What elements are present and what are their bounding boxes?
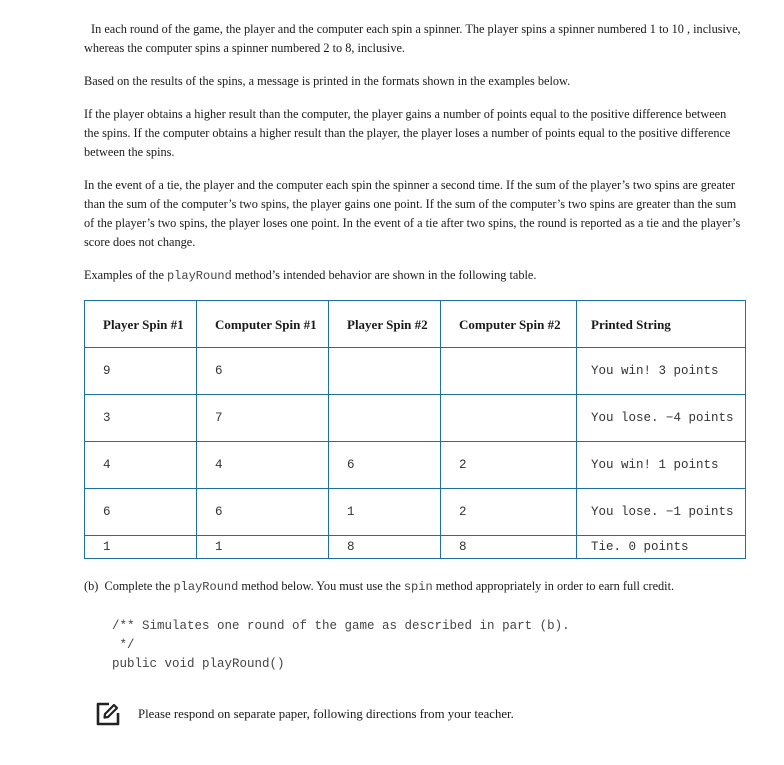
table-cell: You lose. −1 points — [577, 489, 746, 536]
table-cell: 9 — [85, 348, 197, 395]
table-row — [85, 348, 746, 395]
code-line: public void playRound() — [112, 657, 285, 671]
paragraph-5-text-before: Examples of the — [84, 268, 167, 282]
part-b-text-before: Complete the — [104, 579, 174, 593]
table-cell — [329, 395, 441, 442]
table-row — [85, 489, 746, 536]
table-cell — [441, 348, 577, 395]
table-cell: 6 — [329, 442, 441, 489]
part-b-label: (b) — [84, 579, 99, 593]
header-player-spin-2: Player Spin #2 — [329, 301, 441, 348]
response-instruction: Please respond on separate paper, following directions from your teacher. — [138, 706, 514, 721]
intro-paragraph-2: Based on the results of the spins, a message is printed in the formats shown in the examples below. — [84, 74, 571, 88]
method-signature-code-block — [112, 617, 744, 674]
paragraph-5-text-after: method’s intended behavior are shown in the following table. — [231, 268, 537, 282]
table-cell: 6 — [85, 489, 197, 536]
table-row — [85, 442, 746, 489]
header-player-spin-1: Player Spin #1 — [85, 301, 197, 348]
intro-paragraph-4: In the event of a tie, the player and the computer each spin the spinner a second time. If the sum of the player’s two spins are greater than the sum of the computer’s two spins, the player gains one point. If the sum of the computer’s two spins are greater than the sum of the player’s two spins, the player loses one point. In the event of a tie after two spins, the round is reported as a tie and the player’s score does not change. — [84, 178, 741, 249]
table-row — [85, 395, 746, 442]
table-cell: 1 — [329, 489, 441, 536]
intro-paragraph-5 — [84, 266, 744, 286]
table-cell: You win! 3 points — [577, 348, 746, 395]
table-cell: You win! 1 points — [577, 442, 746, 489]
table-cell: 2 — [441, 489, 577, 536]
table-cell: Tie. 0 points — [577, 536, 746, 559]
edit-icon — [94, 700, 122, 728]
part-b-text-middle: method below. You must use the — [238, 579, 404, 593]
intro-paragraph-1: In each round of the game, the player and the computer each spin a spinner. The player spins a spinner numbered 1 to 10 , inclusive, whereas the computer spins a spinner numbered 2 to 8, inclusive. — [84, 22, 741, 55]
table-cell — [441, 395, 577, 442]
header-computer-spin-2: Computer Spin #2 — [441, 301, 577, 348]
part-b-instructions — [84, 577, 744, 597]
method-name-code: playRound — [166, 269, 232, 283]
question-page — [84, 20, 744, 728]
table-cell: 8 — [441, 536, 577, 559]
table-cell: 4 — [197, 442, 329, 489]
table-cell: 6 — [197, 348, 329, 395]
table-cell: 6 — [197, 489, 329, 536]
table-cell: 8 — [329, 536, 441, 559]
header-computer-spin-1: Computer Spin #1 — [197, 301, 329, 348]
playround-code: playRound — [173, 580, 239, 594]
table-cell: 4 — [85, 442, 197, 489]
table-cell — [329, 348, 441, 395]
header-printed-string: Printed String — [577, 301, 746, 348]
table-row — [85, 536, 746, 559]
examples-table — [84, 300, 746, 559]
table-cell: 1 — [197, 536, 329, 559]
table-cell: 2 — [441, 442, 577, 489]
spin-code: spin — [403, 580, 433, 594]
code-line: */ — [112, 638, 135, 652]
code-line: /** Simulates one round of the game as described in part (b). — [112, 619, 570, 633]
table-cell: 1 — [85, 536, 197, 559]
table-cell: 7 — [197, 395, 329, 442]
table-cell: 3 — [85, 395, 197, 442]
response-note — [94, 700, 744, 728]
table-cell: You lose. −4 points — [577, 395, 746, 442]
part-b-text-after: method appropriately in order to earn full credit. — [432, 579, 675, 593]
table-header-row — [85, 301, 746, 348]
intro-paragraph-3: If the player obtains a higher result than the computer, the player gains a number of points equal to the positive difference between the spins. If the computer obtains a higher result than the player, the player loses a number of points equal to the positive difference between the spins. — [84, 107, 731, 159]
